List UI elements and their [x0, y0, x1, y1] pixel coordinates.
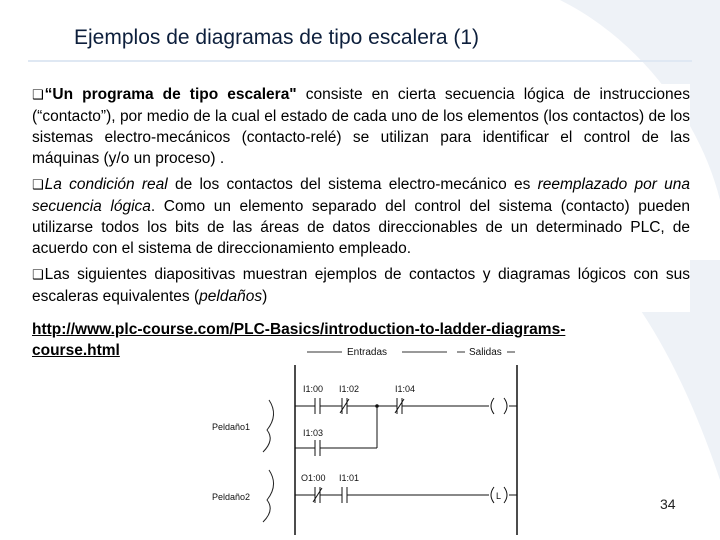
contact-o100-label: O1:00: [301, 473, 326, 483]
bullet-2-italic-1: La condición real: [44, 176, 168, 193]
contact-i101-label: I1:01: [339, 473, 360, 483]
contact-i100-label: I1:00: [303, 384, 324, 394]
page-title: Ejemplos de diagramas de tipo escalera (1): [74, 26, 480, 49]
title-divider: [28, 60, 692, 62]
rung-1-label: Peldaño1: [212, 422, 251, 432]
bullet-3-text-2: ): [262, 288, 268, 305]
page-number: 34: [660, 496, 676, 512]
content-body: [32, 84, 690, 312]
checkbox-bullet-icon: ❑: [32, 178, 44, 193]
contact-i103-label: I1:03: [303, 428, 324, 438]
inputs-header: Entradas: [347, 347, 388, 358]
checkbox-bullet-icon: ❑: [32, 88, 44, 103]
bullet-1-lead: “Un programa de tipo escalera": [44, 86, 297, 103]
bullet-2-text-1: de los contactos del sistema electro-mecánico es: [167, 176, 538, 193]
bullet-3-italic: peldaños: [199, 288, 263, 305]
reference-link[interactable]: http://www.plc-course.com/PLC-Basics/introduction-to-ladder-diagrams-course.html: [32, 321, 566, 359]
bullet-2-italic-2: reemplazado por una secuencia lógica: [32, 176, 690, 215]
bullet-3-text-1: Las siguientes diapositivas muestran ejemplos de contactos y diagramas lógicos con sus escaleras equivalentes (: [32, 266, 690, 305]
checkbox-bullet-icon: ❑: [32, 268, 44, 283]
contact-i104-label: I1:04: [395, 384, 416, 394]
bullet-paragraph-3: [32, 264, 690, 307]
coil-latch-label: L: [496, 491, 502, 501]
bullet-paragraph-2: [32, 174, 690, 259]
bullet-2-text-2: . Como un elemento separado del control del sistema (contacto) pueden utilizarse todos los bits de las áreas de datos direccionables de un determinado PLC, de acuerdo con el sistema de direccionamiento empleado.: [32, 198, 690, 257]
rung-2-label: Peldaño2: [212, 492, 251, 502]
ladder-diagram: [207, 340, 529, 540]
bullet-1-text: consiste en cierta secuencia lógica de instrucciones (“contacto”), por medio de la cual el estado de cada uno de los elementos (los contactos) de los sistemas electro-mecánicos (contacto-relé) se utilizan para identificar el control de las máquinas (y/o un proceso) .: [32, 86, 691, 167]
contact-i102-label: I1:02: [339, 384, 360, 394]
bullet-paragraph-1: [32, 84, 690, 169]
outputs-header: Salidas: [469, 347, 502, 358]
